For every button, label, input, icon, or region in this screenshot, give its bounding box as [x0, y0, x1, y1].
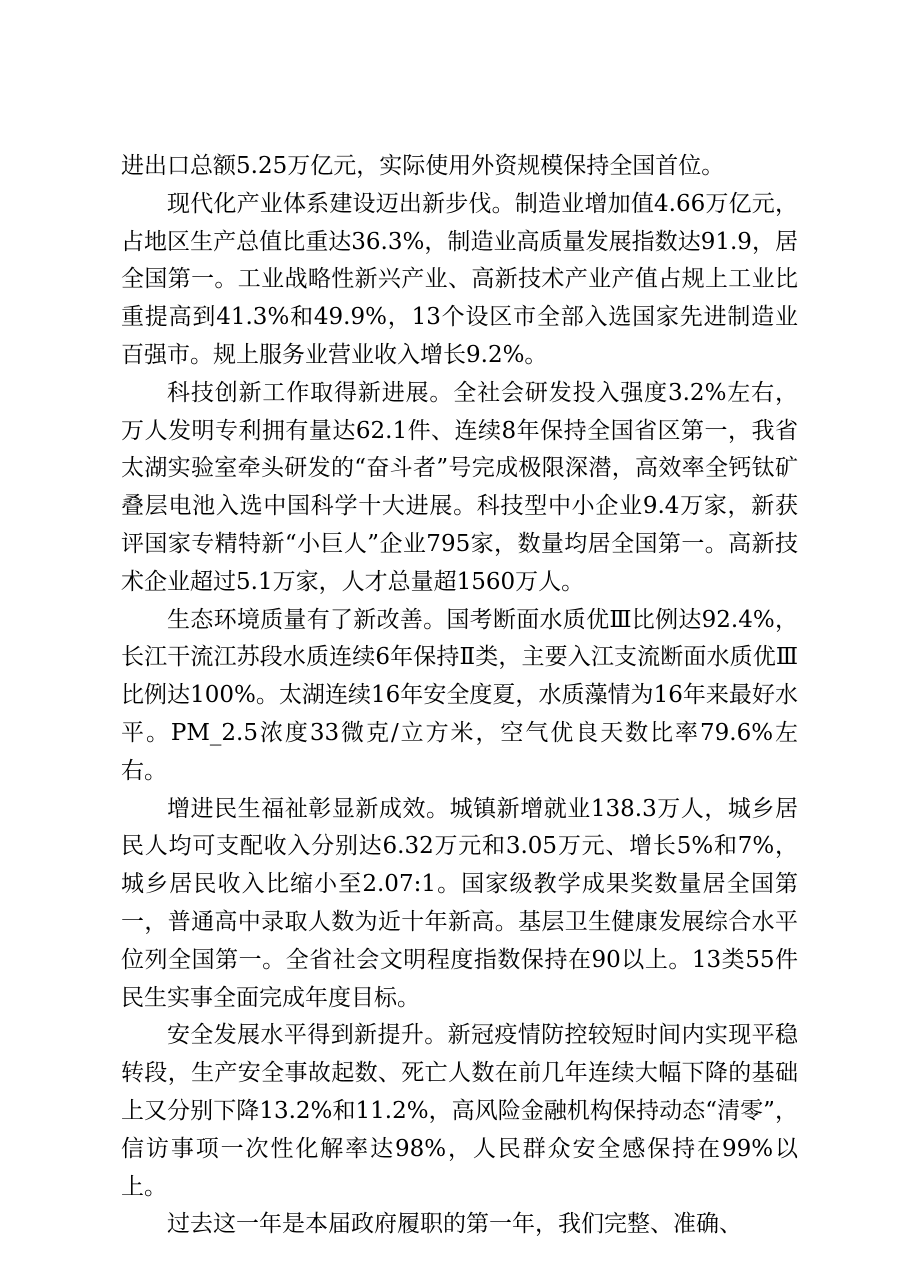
paragraph-trade-continuation: 进出口总额5.25万亿元，实际使用外资规模保持全国首位。	[121, 153, 725, 179]
body-text	[121, 148, 798, 1244]
paragraph-ecology: 生态环境质量有了新改善。国考断面水质优Ⅲ比例达92.4%，长江干流江苏段水质连续6年保持Ⅱ类，主要入江支流断面水质优Ⅲ比例达100%。太湖连续16年安全度夏，水质藻情为16年来最好水平。PM_2.5浓度33微克/立方米，空气优良天数比率79.6%左右。	[121, 606, 798, 784]
paragraph-safety: 安全发展水平得到新提升。新冠疫情防控较短时间内实现平稳转段，生产安全事故起数、死亡人数在前几年连续大幅下降的基础上又分别下降13.2%和11.2%，高风险金融机构保持动态“清零”，信访事项一次性化解率达98%，人民群众安全感保持在99%以上。	[121, 1022, 798, 1200]
paragraph-past-year: 过去这一年是本届政府履职的第一年，我们完整、准确、	[167, 1211, 742, 1238]
paragraph-industrial-system: 现代化产业体系建设迈出新步伐。制造业增加值4.66万亿元，占地区生产总值比重达36.3%，制造业高质量发展指数达91.9，居全国第一。工业战略性新兴产业、高新技术产业产值占规上工业比重提高到41.3%和49.9%，13个设区市全部入选国家先进制造业百强市。规上服务业营业收入增长9.2%。	[121, 190, 798, 368]
paragraph-tech-innovation: 科技创新工作取得新进展。全社会研发投入强度3.2%左右，万人发明专利拥有量达62.1件、连续8年保持全国省区第一，我省太湖实验室牵头研发的“奋斗者”号完成极限深潜，高效率全钙钛矿叠层电池入选中国科学十大进展。科技型中小企业9.4万家，新获评国家专精特新“小巨人”企业795家，数量均居全国第一。高新技术企业超过5.1万家，人才总量超1560万人。	[121, 379, 798, 595]
paragraph-livelihood: 增进民生福祉彰显新成效。城镇新增就业138.3万人，城乡居民人均可支配收入分别达6.32万元和3.05万元、增长5%和7%，城乡居民收入比缩小至2.07:1。国家级教学成果奖数量居全国第一，普通高中录取人数为近十年新高。基层卫生健康发展综合水平位列全国第一。全省社会文明程度指数保持在90以上。13类55件民生实事全面完成年度目标。	[121, 795, 798, 1011]
